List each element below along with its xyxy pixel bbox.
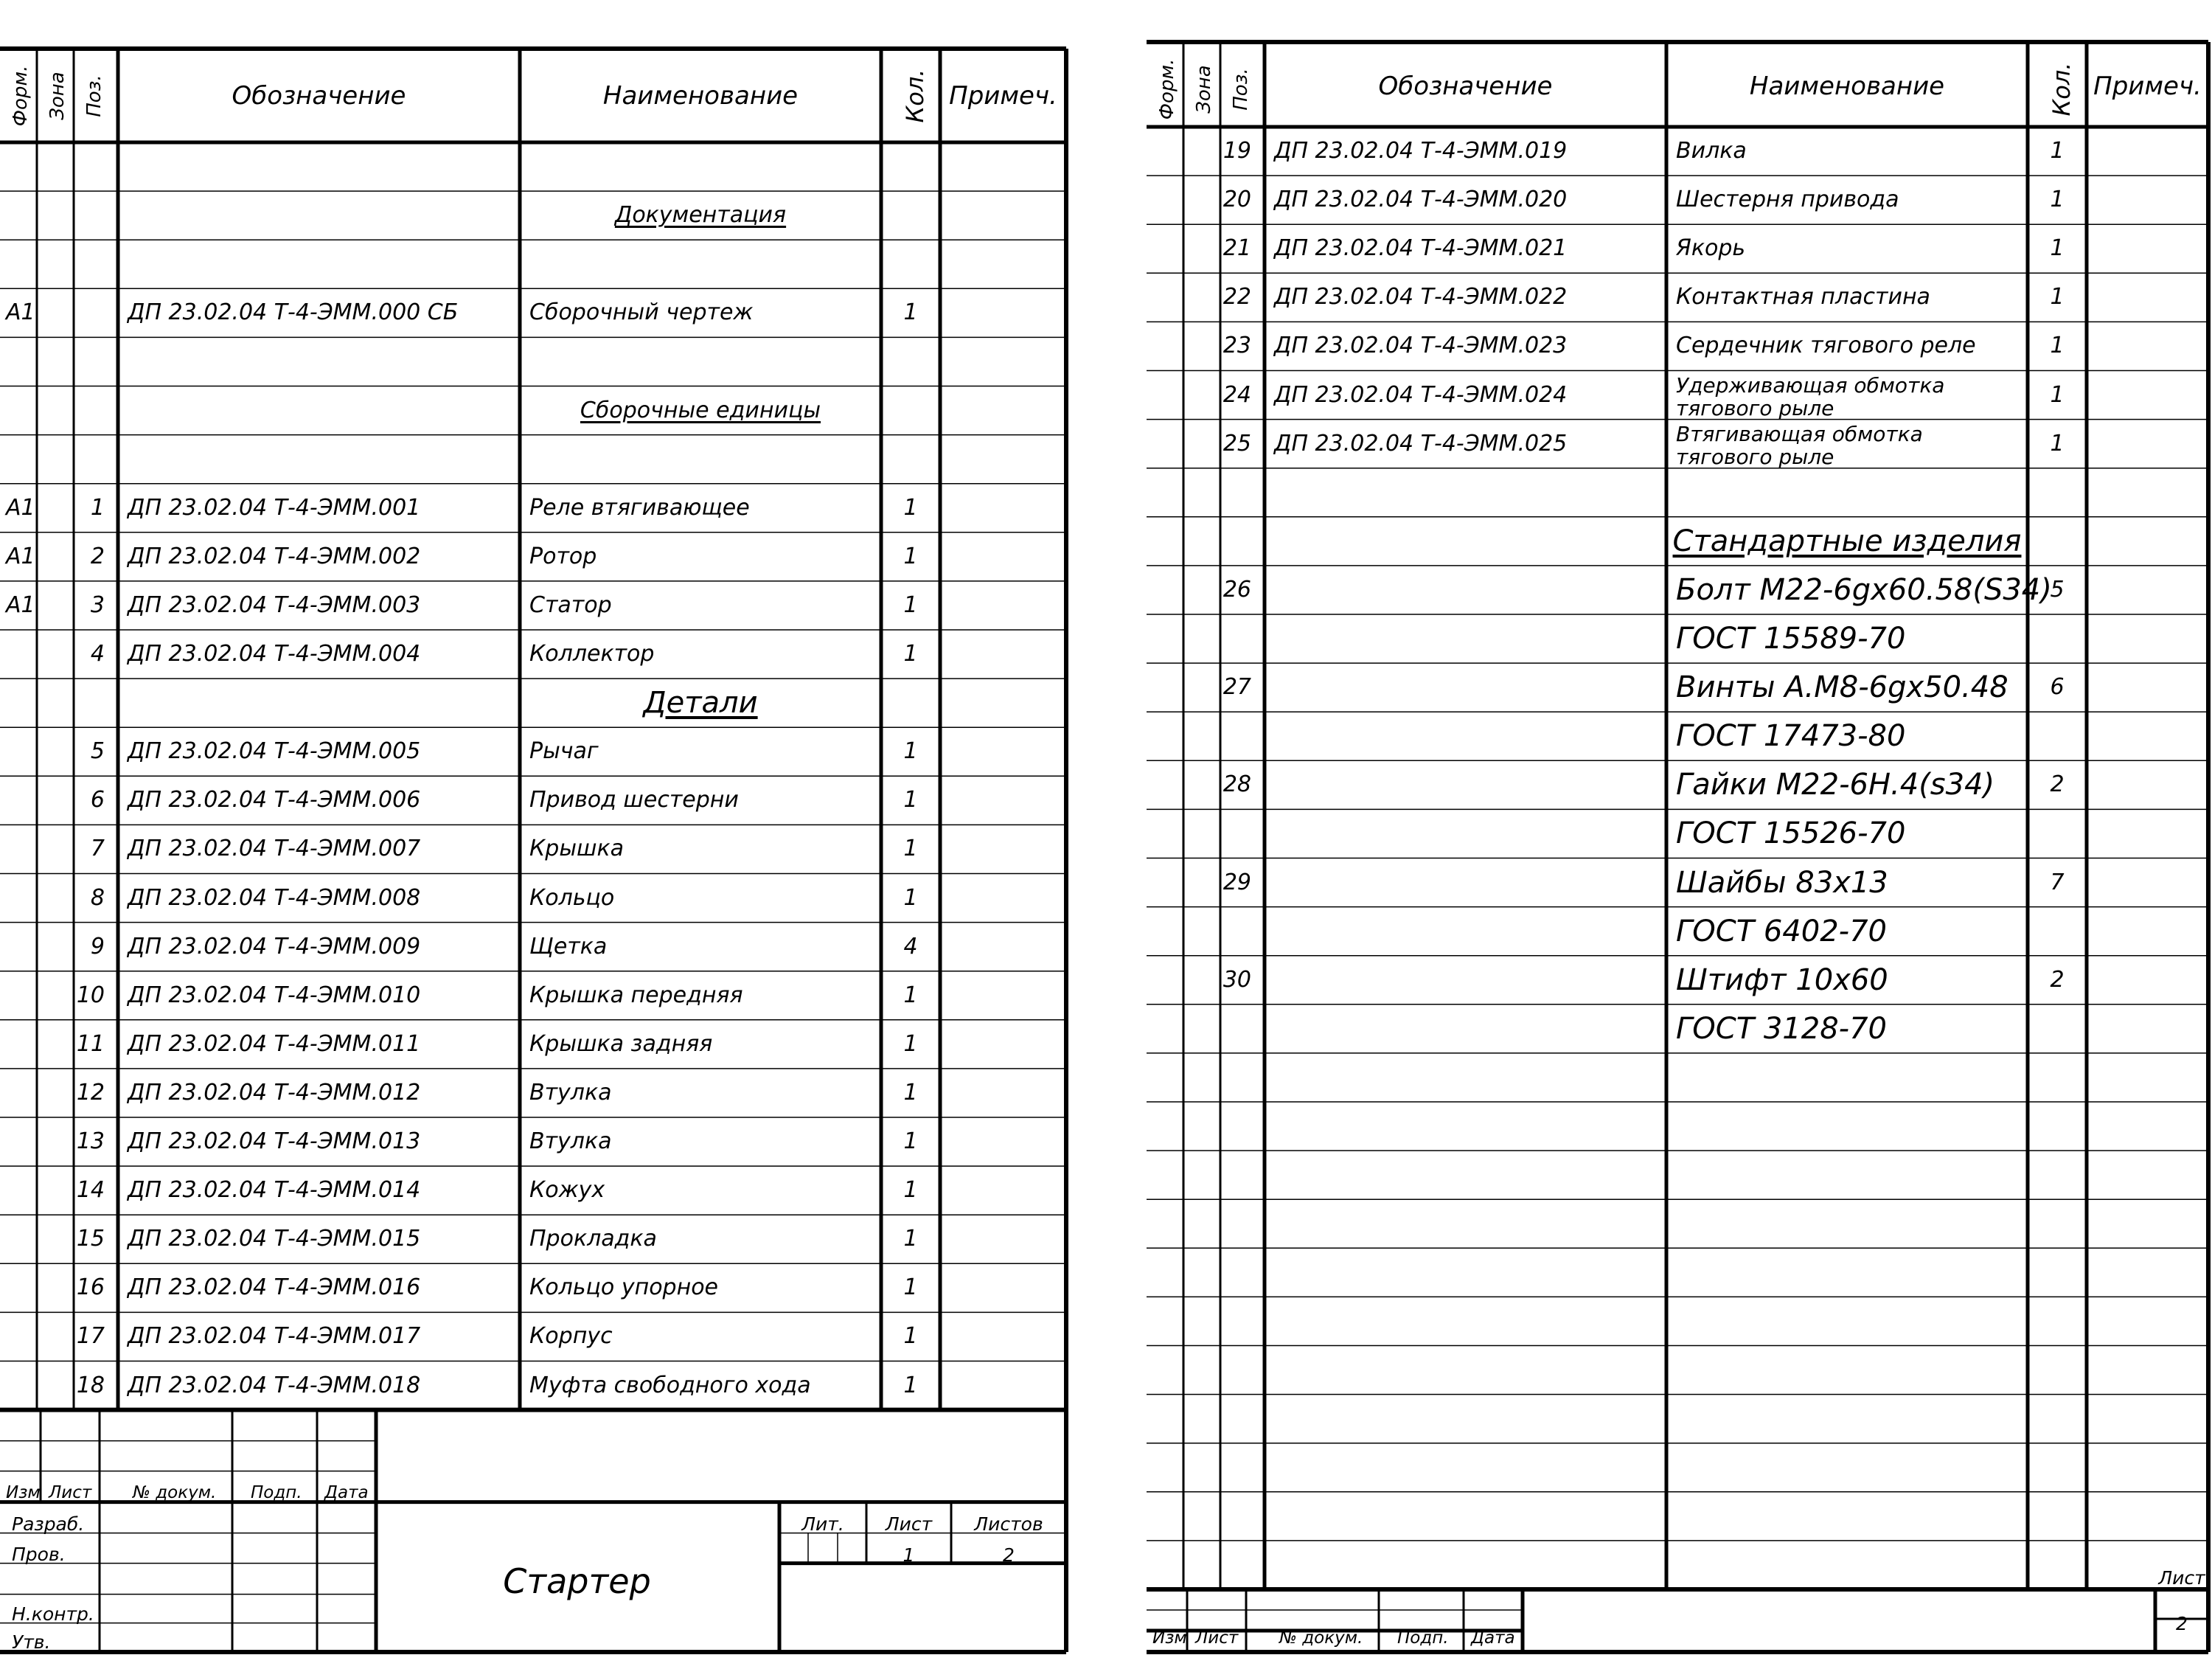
row-quantity: 2 — [2050, 771, 2065, 798]
row-name: ГОСТ 15526-70 — [1676, 816, 1906, 851]
row-position: 22 — [1222, 284, 1251, 310]
tb-sign: Подп. — [251, 1483, 302, 1502]
row-quantity: 1 — [903, 1030, 918, 1057]
row-quantity: 1 — [903, 836, 918, 862]
row-name: Щетка — [529, 933, 608, 960]
section-heading: Стандартные изделия — [1672, 524, 2022, 558]
tb-sheets-total: 2 — [1003, 1544, 1015, 1566]
tb-razrab: Разраб. — [12, 1513, 85, 1535]
section-heading: Детали — [643, 686, 758, 721]
tb-nkontr: Н.контр. — [12, 1603, 94, 1625]
row-designation: ДП 23.02.04 Т-4-ЭММ.004 — [128, 641, 421, 667]
row-name: Штифт 10х60 — [1676, 962, 1888, 997]
row-designation: ДП 23.02.04 Т-4-ЭММ.010 — [128, 982, 421, 1008]
header-designation: Обозначение — [232, 81, 406, 111]
row-name: Коллектор — [529, 641, 655, 667]
row-position: 24 — [1222, 381, 1251, 408]
header-form: Форм. — [10, 65, 32, 127]
row-name: Вилка — [1676, 138, 1747, 164]
row-position: 2 — [90, 543, 105, 569]
header-qty: Кол. — [901, 69, 929, 123]
row-position: 1 — [90, 494, 105, 521]
row-designation: ДП 23.02.04 Т-4-ЭММ.012 — [128, 1079, 421, 1106]
row-quantity: 1 — [2050, 381, 2065, 408]
row-position: 5 — [90, 738, 105, 765]
row-name: Муфта свободного хода — [529, 1372, 811, 1398]
row-name: Сборочный чертеж — [529, 299, 754, 326]
section-heading: Документация — [614, 202, 787, 229]
row-position: 19 — [1222, 138, 1251, 164]
row-designation: ДП 23.02.04 Т-4-ЭММ.025 — [1274, 430, 1568, 457]
row-name: Втулка — [529, 1079, 612, 1106]
row-name: Кольцо — [529, 884, 615, 911]
row-position: 14 — [76, 1177, 105, 1204]
row-designation: ДП 23.02.04 Т-4-ЭММ.001 — [128, 494, 421, 521]
row-quantity: 1 — [903, 1226, 918, 1252]
header-designation-2: Обозначение — [1378, 72, 1553, 101]
row-quantity: 1 — [903, 738, 918, 765]
row-name: Прокладка — [529, 1226, 657, 1252]
header-qty-2: Кол. — [2048, 62, 2076, 117]
row-name: ГОСТ 3128-70 — [1676, 1011, 1887, 1046]
tb-utv: Утв. — [12, 1631, 51, 1653]
specification-sheet-2 — [1147, 42, 2208, 1652]
row-name: Втулка — [529, 1128, 612, 1155]
row-name: Гайки М22-6Н.4(s34) — [1676, 768, 1995, 802]
row-designation: ДП 23.02.04 Т-4-ЭММ.003 — [128, 591, 421, 618]
row-position: 8 — [90, 884, 105, 911]
row-name: ГОСТ 15589-70 — [1676, 622, 1906, 656]
tb-doc: № докум. — [133, 1483, 217, 1502]
row-name: Привод шестерни — [529, 787, 739, 813]
row-quantity: 1 — [2050, 138, 2065, 164]
row-quantity: 6 — [2050, 674, 2065, 701]
row-quantity: 1 — [903, 787, 918, 813]
row-position: 11 — [76, 1030, 105, 1057]
row-quantity: 1 — [2050, 187, 2065, 213]
row-name: Ротор — [529, 543, 597, 569]
row-designation: ДП 23.02.04 Т-4-ЭММ.016 — [128, 1274, 421, 1301]
row-position: 30 — [1222, 966, 1251, 993]
header-note: Примеч. — [949, 81, 1057, 111]
row-name: Крышка передняя — [529, 982, 743, 1008]
row-position: 23 — [1222, 333, 1251, 359]
row-designation: ДП 23.02.04 Т-4-ЭММ.002 — [128, 543, 421, 569]
tb2-date: Дата — [1471, 1628, 1515, 1648]
row-quantity: 4 — [903, 933, 918, 960]
row-quantity: 1 — [903, 1079, 918, 1106]
row-name: Корпус — [529, 1323, 613, 1350]
tb-prov: Пров. — [12, 1544, 66, 1565]
row-designation: ДП 23.02.04 Т-4-ЭММ.019 — [1274, 138, 1568, 164]
row-position: 28 — [1222, 771, 1251, 798]
row-designation: ДП 23.02.04 Т-4-ЭММ.007 — [128, 836, 421, 862]
row-quantity: 1 — [2050, 284, 2065, 310]
row-name: Шайбы 83х13 — [1676, 865, 1888, 900]
row-quantity: 1 — [903, 1128, 918, 1155]
row-position: 26 — [1222, 576, 1251, 603]
row-quantity: 1 — [903, 1177, 918, 1204]
row-designation: ДП 23.02.04 Т-4-ЭММ.014 — [128, 1177, 421, 1204]
row-name: ГОСТ 6402-70 — [1676, 914, 1887, 948]
header-pos: Поз. — [83, 74, 105, 117]
row-name: Якорь — [1676, 235, 1746, 262]
row-name: Винты А.М8-6gх50.48 — [1676, 670, 2008, 705]
tb-sheet-label: Лист — [885, 1513, 933, 1535]
header-zone: Зона — [46, 72, 69, 120]
header-note-2: Примеч. — [2093, 72, 2202, 101]
tb-izm: Изм — [6, 1483, 41, 1502]
header-pos-2: Поз. — [1230, 68, 1252, 111]
row-quantity: 1 — [903, 884, 918, 911]
row-position: 16 — [76, 1274, 105, 1301]
row-designation: ДП 23.02.04 Т-4-ЭММ.017 — [128, 1323, 421, 1350]
tb2-izm: Изм — [1152, 1628, 1187, 1648]
row-quantity: 1 — [903, 1274, 918, 1301]
row-quantity: 5 — [2050, 576, 2065, 603]
row-quantity: 1 — [903, 591, 918, 618]
row-position: 7 — [90, 836, 105, 862]
row-form: А1 — [6, 591, 35, 618]
row-name: Болт М22-6gх60.58(S34) — [1676, 572, 2052, 607]
header-form-2: Форм. — [1156, 58, 1178, 120]
row-name: ГОСТ 17473-80 — [1676, 719, 1906, 754]
row-position: 20 — [1222, 187, 1251, 213]
tb-list: Лист — [49, 1483, 92, 1502]
row-designation: ДП 23.02.04 Т-4-ЭММ.013 — [128, 1128, 421, 1155]
tb-lit: Лит. — [801, 1513, 844, 1535]
document-title: Стартер — [503, 1561, 651, 1601]
row-name: Шестерня привода — [1676, 187, 1899, 213]
row-position: 6 — [90, 787, 105, 813]
section-heading: Сборочные единицы — [580, 397, 821, 423]
row-position: 10 — [76, 982, 105, 1008]
row-quantity: 1 — [903, 1323, 918, 1350]
tb-sheet-number: 1 — [902, 1544, 915, 1566]
row-name: Удерживающая обмотка тягового рыле — [1676, 372, 1945, 420]
tb2-sheet-label: Лист — [2158, 1567, 2205, 1589]
specification-sheet-1 — [0, 49, 1066, 1652]
row-name: Втягивающая обмотка тягового рыле — [1676, 421, 1923, 469]
row-quantity: 1 — [903, 641, 918, 667]
row-name: Статор — [529, 591, 612, 618]
row-name: Кожух — [529, 1177, 605, 1204]
row-quantity: 1 — [903, 1372, 918, 1398]
row-position: 21 — [1222, 235, 1251, 262]
row-quantity: 1 — [903, 982, 918, 1008]
row-designation: ДП 23.02.04 Т-4-ЭММ.024 — [1274, 381, 1568, 408]
row-designation: ДП 23.02.04 Т-4-ЭММ.005 — [128, 738, 421, 765]
tb2-sheet-number: 2 — [2176, 1613, 2188, 1634]
row-position: 4 — [90, 641, 105, 667]
tb2-sign: Подп. — [1397, 1628, 1449, 1648]
row-form: А1 — [6, 299, 35, 326]
header-name: Наименование — [602, 81, 799, 111]
row-position: 18 — [76, 1372, 105, 1398]
tb-date: Дата — [324, 1483, 369, 1502]
row-quantity: 1 — [2050, 235, 2065, 262]
row-position: 25 — [1222, 430, 1251, 457]
row-designation: ДП 23.02.04 Т-4-ЭММ.006 — [128, 787, 421, 813]
header-zone-2: Зона — [1193, 65, 1215, 114]
row-designation: ДП 23.02.04 Т-4-ЭММ.022 — [1274, 284, 1568, 310]
row-quantity: 1 — [2050, 430, 2065, 457]
row-quantity: 1 — [903, 494, 918, 521]
row-name: Крышка — [529, 836, 624, 862]
row-name: Сердечник тягового реле — [1676, 333, 1976, 359]
row-designation: ДП 23.02.04 Т-4-ЭММ.008 — [128, 884, 421, 911]
tb-sheets-label: Листов — [974, 1513, 1043, 1535]
row-designation: ДП 23.02.04 Т-4-ЭММ.023 — [1274, 333, 1568, 359]
row-designation: ДП 23.02.04 Т-4-ЭММ.009 — [128, 933, 421, 960]
row-name: Крышка задняя — [529, 1030, 713, 1057]
row-position: 29 — [1222, 869, 1251, 895]
row-position: 27 — [1222, 674, 1251, 701]
header-name-2: Наименование — [1749, 72, 1945, 101]
row-name: Кольцо упорное — [529, 1274, 719, 1301]
row-form: А1 — [6, 543, 35, 569]
row-position: 13 — [76, 1128, 105, 1155]
tb2-doc: № докум. — [1279, 1628, 1363, 1648]
row-position: 3 — [90, 591, 105, 618]
row-designation: ДП 23.02.04 Т-4-ЭММ.021 — [1274, 235, 1568, 262]
row-designation: ДП 23.02.04 Т-4-ЭММ.011 — [128, 1030, 421, 1057]
row-quantity: 1 — [903, 299, 918, 326]
row-name: Реле втягивающее — [529, 494, 750, 521]
tb2-list: Лист — [1195, 1628, 1239, 1648]
row-designation: ДП 23.02.04 Т-4-ЭММ.018 — [128, 1372, 421, 1398]
row-name: Контактная пластина — [1676, 284, 1930, 310]
row-name: Рычаг — [529, 738, 599, 765]
row-position: 15 — [76, 1226, 105, 1252]
row-quantity: 2 — [2050, 966, 2065, 993]
row-quantity: 1 — [2050, 333, 2065, 359]
row-quantity: 1 — [903, 543, 918, 569]
row-position: 17 — [76, 1323, 105, 1350]
row-position: 9 — [90, 933, 105, 960]
row-designation: ДП 23.02.04 Т-4-ЭММ.015 — [128, 1226, 421, 1252]
row-designation: ДП 23.02.04 Т-4-ЭММ.000 СБ — [128, 299, 459, 326]
row-form: А1 — [6, 494, 35, 521]
row-quantity: 7 — [2050, 869, 2065, 895]
row-designation: ДП 23.02.04 Т-4-ЭММ.020 — [1274, 187, 1568, 213]
row-position: 12 — [76, 1079, 105, 1106]
